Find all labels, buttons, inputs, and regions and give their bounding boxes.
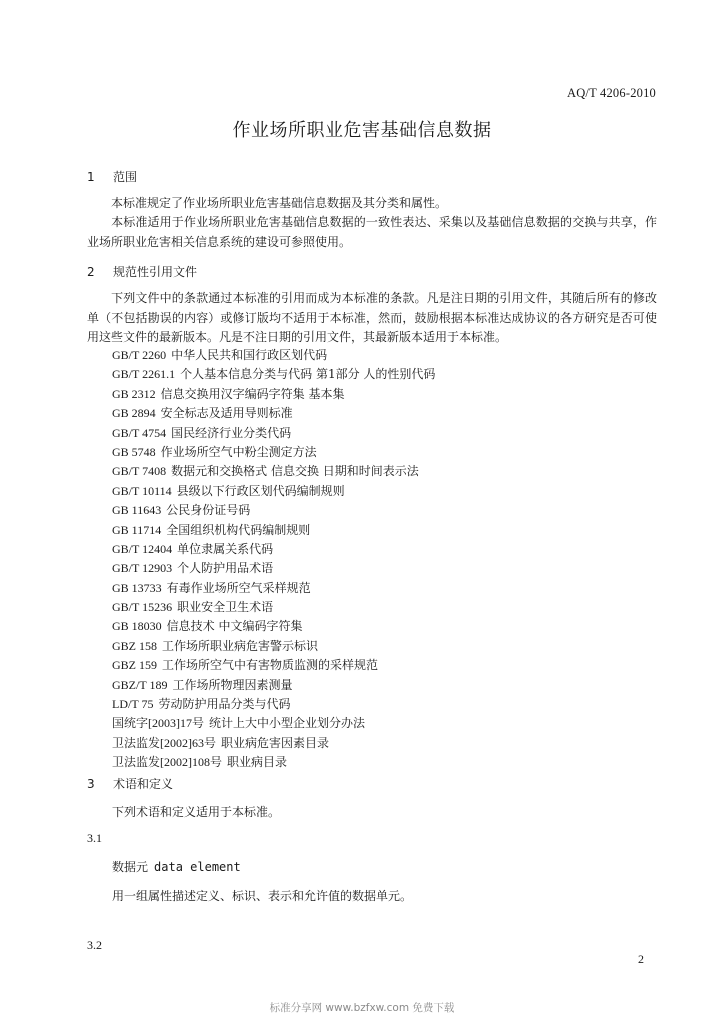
- term-name: [112, 858, 241, 875]
- scope-paragraph-2: 本标准适用于作业场所职业危害基础信息数据的一致性表达、采集以及基础信息数据的交换与共享，作业场所职业危害相关信息系统的建设可参照使用。: [87, 215, 657, 249]
- reference-title: 单位隶属关系代码: [177, 541, 274, 556]
- section-heading-terms: [87, 775, 173, 792]
- reference-item: [112, 676, 435, 695]
- reference-item: [112, 424, 435, 443]
- reference-title: 工作场所空气中有害物质监测的采样规范: [162, 658, 379, 673]
- section-title: 规范性引用文件: [113, 265, 198, 279]
- term-number: 3.1: [87, 831, 102, 845]
- reference-code: GB/T 12404: [112, 541, 173, 556]
- reference-code: GBZ 158: [112, 638, 157, 653]
- reference-item: [112, 365, 435, 384]
- reference-item: [112, 404, 435, 423]
- standard-code: AQ/T 4206-2010: [566, 86, 656, 100]
- reference-title: 作业场所空气中粉尘测定方法: [160, 444, 317, 459]
- reference-title: 安全标志及适用导则标准: [160, 406, 293, 421]
- reference-title: 信息交换用汉字编码字符集 基本集: [160, 386, 345, 401]
- scope-paragraph-1: 本标准规定了作业场所职业危害基础信息数据及其分类和属性。: [111, 196, 448, 210]
- watermark: 标准分享网 www.bzfxw.com 免费下载: [269, 1002, 455, 1014]
- reference-item: [112, 637, 435, 656]
- reference-code: GB/T 2261.1: [112, 367, 176, 382]
- reference-item: [112, 443, 435, 462]
- reference-title: 工作场所职业病危害警示标识: [162, 638, 319, 653]
- reference-title: 数据元和交换格式 信息交换 日期和时间表示法: [171, 464, 419, 479]
- section-number: 2: [87, 265, 95, 279]
- reference-title: 个人基本信息分类与代码 第1部分 人的性别代码: [180, 367, 436, 382]
- section-number: 1: [87, 170, 95, 184]
- reference-code: GBZ/T 189: [112, 677, 168, 692]
- terms-intro: 下列术语和定义适用于本标准。: [112, 805, 281, 819]
- reference-title: 信息技术 中文编码字符集: [166, 619, 303, 634]
- reference-code: GB/T 7408: [112, 464, 167, 479]
- reference-code: GB/T 15236: [112, 600, 173, 615]
- reference-code: GBZ 159: [112, 658, 157, 673]
- reference-code: LD/T 75: [112, 697, 154, 712]
- reference-item: [112, 501, 435, 520]
- document-title: 作业场所职业危害基础信息数据: [232, 120, 492, 141]
- reference-title: 劳动防护用品分类与代码: [158, 697, 291, 712]
- reference-title: 职业病目录: [227, 755, 288, 770]
- reference-item: [112, 598, 435, 617]
- reference-item: [112, 695, 435, 714]
- reference-item: [112, 462, 435, 481]
- reference-item: [112, 714, 435, 733]
- reference-item: [112, 617, 435, 636]
- reference-item: [112, 385, 435, 404]
- term-number: 3.2: [87, 938, 102, 952]
- section-number: 3: [87, 777, 95, 791]
- reference-code: 卫法监发[2002]63号: [112, 735, 216, 750]
- reference-title: 国民经济行业分类代码: [171, 425, 292, 440]
- reference-code: GB/T 2260: [112, 348, 167, 362]
- reference-code: GB 2894: [112, 406, 156, 421]
- reference-title: 有毒作业场所空气采样规范: [166, 580, 311, 595]
- reference-item: [112, 734, 435, 753]
- reference-title: 个人防护用品术语: [177, 561, 274, 576]
- reference-code: GB 18030: [112, 619, 162, 634]
- reference-code: GB/T 10114: [112, 483, 172, 498]
- reference-title: 职业安全卫生术语: [177, 600, 274, 615]
- reference-item: [112, 540, 435, 559]
- reference-item: [112, 559, 435, 578]
- reference-title: 职业病危害因素目录: [221, 735, 330, 750]
- reference-title: 统计上大中小型企业划分办法: [209, 716, 366, 731]
- term-definition: 用一组属性描述定义、标识、表示和允许值的数据单元。: [112, 889, 413, 903]
- reference-code: 卫法监发[2002]108号: [112, 755, 222, 770]
- section-heading-normative-references: [87, 263, 197, 280]
- reference-code: 国统字[2003]17号: [112, 716, 204, 731]
- reference-item: [112, 346, 435, 365]
- reference-code: GB 5748: [112, 444, 156, 459]
- term-name-zh: 数据元: [112, 860, 149, 874]
- reference-code: GB/T 12903: [112, 561, 173, 576]
- page-number: 2: [638, 952, 644, 966]
- reference-code: GB 13733: [112, 580, 162, 595]
- reference-item: [112, 656, 435, 675]
- reference-title: 中华人民共和国行政区划代码: [171, 348, 328, 362]
- reference-title: 公民身份证号码: [166, 503, 251, 518]
- reference-code: GB 11643: [112, 503, 162, 518]
- section-heading-scope: [87, 168, 137, 185]
- reference-title: 县级以下行政区划代码编制规则: [176, 483, 345, 498]
- reference-title: 全国组织机构代码编制规则: [166, 522, 311, 537]
- references-intro-paragraph: 下列文件中的条款通过本标准的引用而成为本标准的条款。凡是注日期的引用文件，其随后所有的修改单（不包括勘误的内容）或修订版均不适用于本标准，然而，鼓励根据本标准达成协议的各方研究是否可使用这些文件的最新版本。凡是不注日期的引用文件，其最新版本适用于本标准。: [87, 291, 657, 344]
- reference-list: [112, 346, 435, 773]
- reference-title: 工作场所物理因素测量: [172, 677, 293, 692]
- section-title: 范围: [113, 170, 138, 184]
- term-name-en: data element: [154, 860, 241, 874]
- reference-code: GB 2312: [112, 386, 156, 401]
- reference-code: GB/T 4754: [112, 425, 167, 440]
- reference-item: [112, 753, 435, 772]
- reference-code: GB 11714: [112, 522, 162, 537]
- reference-item: [112, 482, 435, 501]
- section-title: 术语和定义: [113, 777, 174, 791]
- reference-item: [112, 579, 435, 598]
- reference-item: [112, 521, 435, 540]
